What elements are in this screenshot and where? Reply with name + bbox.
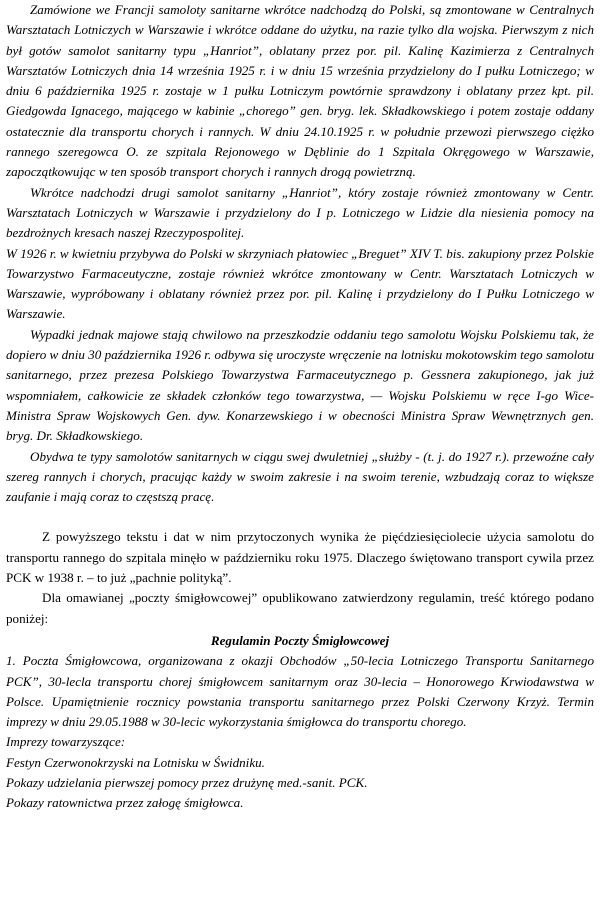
section-gap xyxy=(6,507,594,527)
paragraph-ceremony: Wypadki jednak majowe stają chwilowo na przeszkodzie oddaniu tego samolotu Wojsku Polskiemu tak, że dopiero w dniu 30 października 1926 r. odbywa się uroczyste wręczenie na lotnisku mokotowskim tego samolotu sanitarnego, przez prezesa Polskiego Towarzystwa Farmaceutycznego p. Gessnera zakupionego, jak już wspomniałem, całkowicie ze składek członków tego towarzystwa, — Wojsku Polskiemu w ręce I-go Wice-Ministra Spraw Wojskowych Gen. dyw. Konarzewskiego i w obecności Ministra Spraw Wewnętrznych gen. bryg. Dr. Składkowskiego. xyxy=(6,326,594,444)
regulamin-title: Regulamin Poczty Śmigłowcowej xyxy=(210,632,390,648)
paragraph-breguet: W 1926 r. w kwietniu przybywa do Polski w skrzyniach płatowiec „Breguet” XIV T. bis. zakupiony przez Polskie Towarzystwo Farmaceutyczne, zostaje również wkrótce zmontowany w Centr. Warsztatach Lotniczych w Warszawie, wypróbowany i oblatany również przez por. pil. Kalinę i przydzielony do I Pułku Lotniczego w Warszawie. xyxy=(6,245,594,322)
paragraph-hanriot-second: Wkrótce nadchodzi drugi samolot sanitarny „Hanriot”, który zostaje również zmontowany w Centr. Warsztatach Lotniczych w Warszawie i przydzielony do I p. Lotniczego w Lidzie dla niesienia pomocy na bezdrożnych kresach naszej Rzeczypospolitej. xyxy=(6,184,594,241)
paragraph-service: Obydwa te typy samolotów sanitarnych w ciągu swej dwuletniej „służby - (t. j. do 1927 r.). przewoźne cały szereg rannych i chorych, pracując każdy w swoim zakresie i na swoim terenie, wzbudzają coraz to większe zaufanie i mają coraz to częstszą pracę. xyxy=(6,448,594,505)
paragraph-regulamin-intro: Dla omawianej „poczty śmigłowcowej” opublikowano zatwierdzony regulamin, treść którego podano poniżej: xyxy=(6,590,594,626)
event-item: Pokazy udzielania pierwszej pomocy przez drużynę med.-sanit. PCK. xyxy=(6,774,368,790)
event-item: Festyn Czerwonokrzyski na Lotnisku w Świdniku. xyxy=(6,754,265,770)
regulamin-point-1: 1. Poczta Śmigłowcowa, organizowana z okazji Obchodów „50-lecia Lotniczego Transportu Sanitarnego PCK”, 30-lecla transportu chorej śmigłowcem sanitarnym oraz 30-lecia – Honorowego Krwiodawstwa w Polsce. Upamiętnienie rocznicy powstania transportu sanitarnego przez Polski Czerwony Krzyż. Termin imprezy w dniu 29.05.1988 w 30-lecic wykorzystania śmigłowca do transportu chorego. xyxy=(6,653,594,730)
events-label: Imprezy towarzyszące: xyxy=(6,734,126,750)
paragraph-commentary: Z powyższego tekstu i dat w nim przytoczonych wynika że pięćdziesięciolecie użycia samolotu do transportu rannego do szpitala minęło w październiku roku 1975. Dlaczego świętowano transport cywila przez PCK w 1938 r. – to już „pachnie polityką”. xyxy=(6,529,594,586)
event-item: Pokazy ratownictwa przez załogę śmigłowca. xyxy=(6,795,244,811)
paragraph-hanriot-first: Zamówione we Francji samoloty sanitarne wkrótce nadchodzą do Polski, są zmontowane w Centralnych Warsztatach Lotniczych w Warszawie i wkrótce oddane do użytku, na razie tylko dla wojska. Pierwszym z nich był gotów samolot sanitarny typu „Hanriot”, oblatany przez por. pil. Kalinę Kazimierza z Centralnych Warsztatów Lotniczych dnia 14 września 1925 r. i w dniu 15 września przydzielony do I pułku Lotniczego; w dniu 6 października 1925 r. zostaje w 1 pułku Lotniczym powtórnie sprawdzony i oblatany przez kpt. pil. Giedgowda Ignacego, mającego w kabinie „chorego” gen. bryg. lek. Składkowskiego i potem zostaje oddany ostatecznie dla transportu chorych i rannych. W dniu 24.10.1925 r. w południe przewozi pierwszego ciężko rannego szeregowca O. ze szpitala Rejonowego w Dęblinie do 1 Szpitala Okręgowego w Warszawie, zapoczątkowując w ten sposób transport chorych i rannych drogą powietrzną. xyxy=(6,2,594,180)
